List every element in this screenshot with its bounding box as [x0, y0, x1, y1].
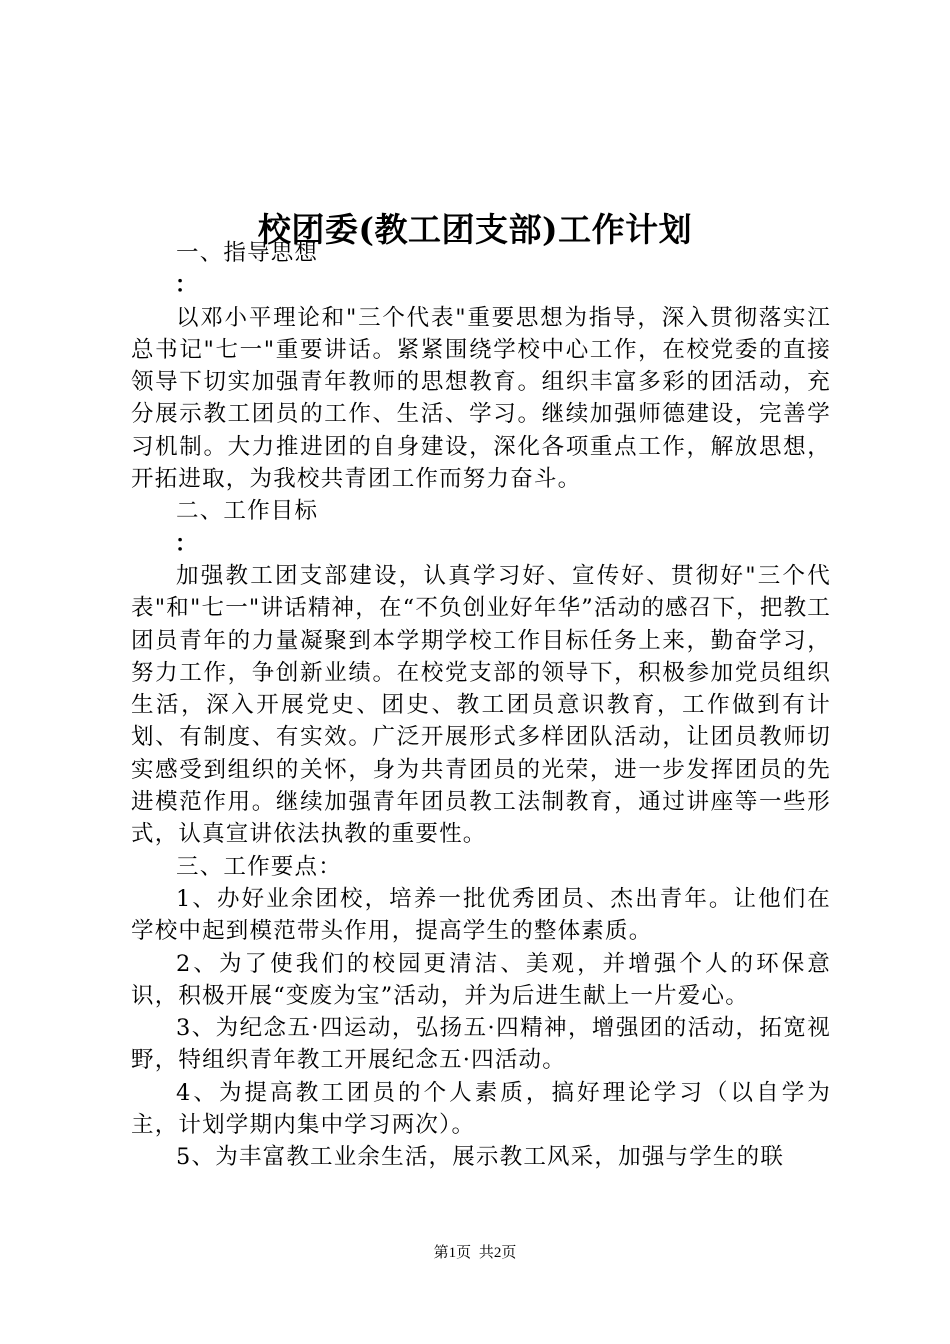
page-number: 第1页	[433, 1245, 472, 1261]
section-heading-guiding-ideology: 一、指导思想	[176, 240, 319, 266]
list-item: 1、办好业余团校，培养一批优秀团员、杰出青年。让他们在学校中起到模范带头作用，提高学生的整体素质。	[131, 885, 831, 945]
body-paragraph: 以邓小平理论和"三个代表"重要思想为指导，深入贯彻落实江总书记"七一"重要讲话。紧紧围绕学校中心工作，在校党委的直接领导下切实加强青年教师的思想教育。组织丰富多彩的团活动，充分展示教工团员的工作、生活、学习。继续加强师德建设，完善学习机制。大力推进团的自身建设，深化各项重点工作，解放思想，开拓进取，为我校共青团工作而努力奋斗。	[131, 304, 831, 493]
page-total: 共2页	[478, 1245, 517, 1261]
document-body	[131, 237, 831, 1174]
body-paragraph: 加强教工团支部建设，认真学习好、宣传好、贯彻好"三个代表"和"七一"讲话精神，在“不负创业好年华”活动的感召下，把教工团员青年的力量凝聚到本学期学校工作目标任务上来，勤奋学习，努力工作，争创新业绩。在校党支部的领导下，积极参加党员组织生活，深入开展党史、团史、教工团员意识教育，工作做到有计划、有制度、有实效。广泛开展形式多样团队活动，让团员教师切实感受到组织的关怀，身为共青团员的光荣，进一步发挥团员的先进模范作用。继续加强青年团员教工法制教育，通过讲座等一些形式，认真宣讲依法执教的重要性。	[131, 562, 831, 848]
list-item: 3、为纪念五·四运动，弘扬五·四精神，增强团的活动，拓宽视野，特组织青年教工开展纪念五·四活动。	[131, 1015, 831, 1074]
list-item: 4、为提高教工团员的个人素质，搞好理论学习（以自学为主，计划学期内集中学习两次）。	[131, 1079, 831, 1139]
section-colon: ：	[174, 272, 199, 299]
list-item: 5、为丰富教工业余生活，展示教工风采，加强与学生的联	[176, 1144, 785, 1171]
section-heading-work-points: 三、工作要点：	[176, 853, 342, 880]
list-item: 2、为了使我们的校园更清洁、美观，并增强个人的环保意识，积极开展“变废为宝”活动，并为后进生献上一片爱心。	[131, 950, 831, 1009]
document-title: 校团委(教工团支部)工作计划	[257, 210, 693, 250]
section-colon: ：	[174, 530, 199, 557]
page-footer	[0, 1243, 950, 1263]
section-heading-work-goals: 二、工作目标	[176, 498, 319, 525]
